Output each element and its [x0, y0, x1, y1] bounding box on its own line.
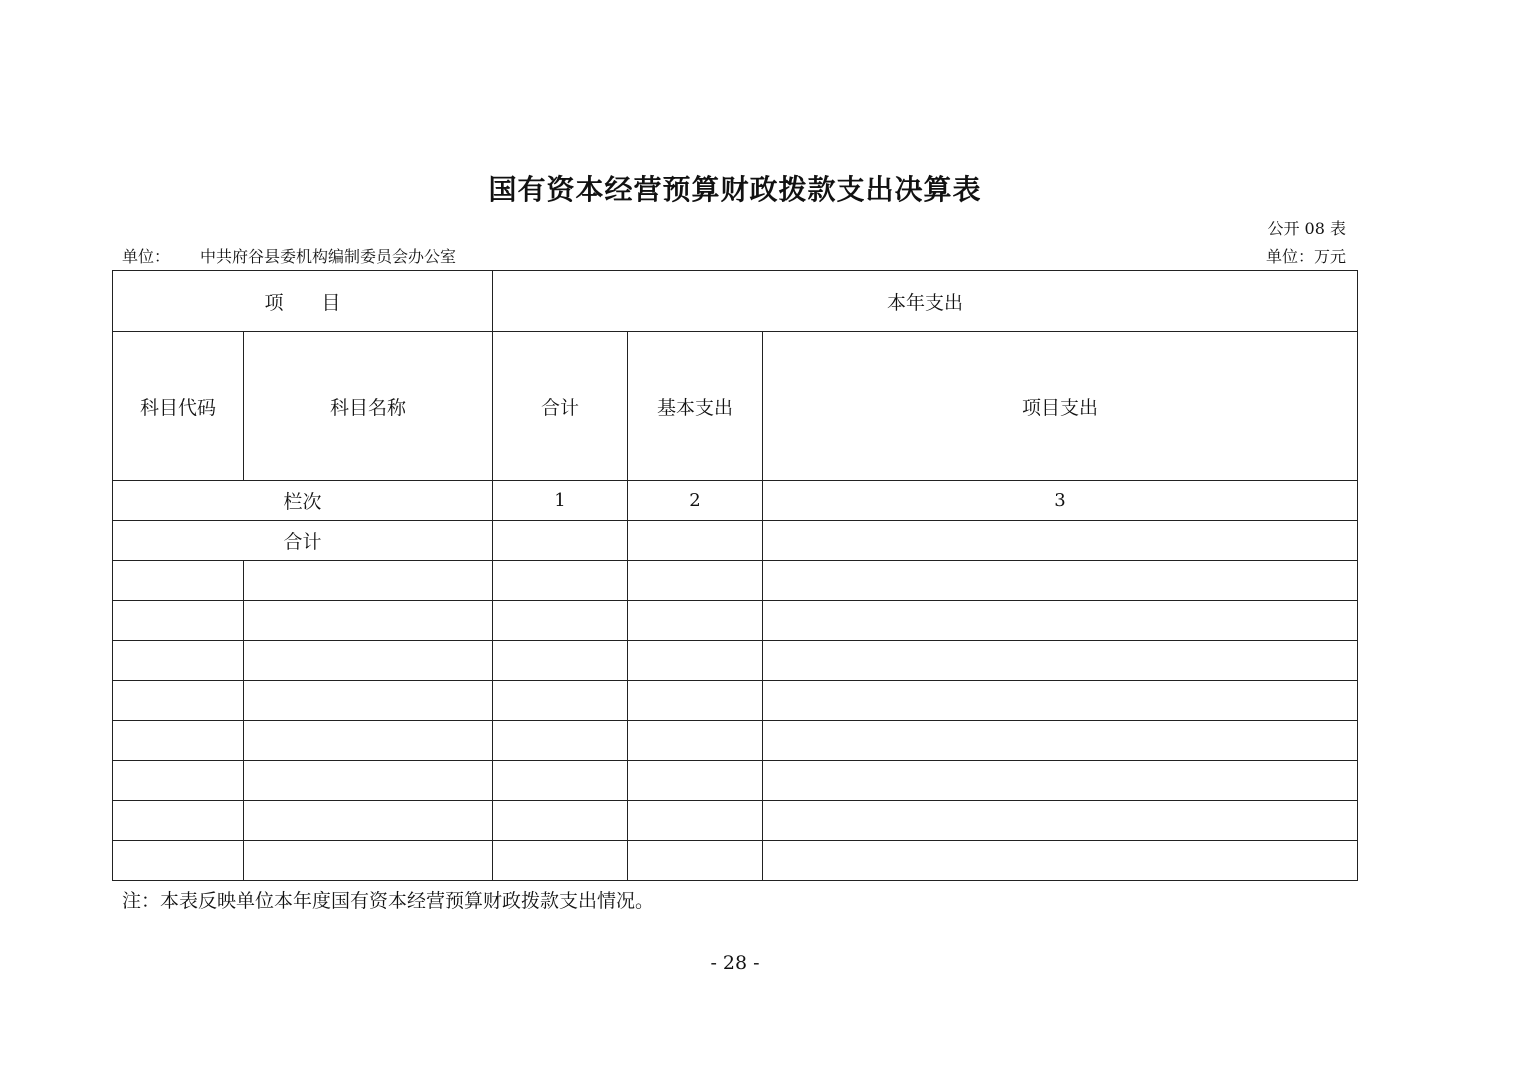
cell-subject-name	[244, 601, 493, 641]
cell-basic-expense	[628, 641, 763, 681]
form-number: 公开 08 表	[1267, 219, 1346, 238]
header-row-1	[113, 271, 1358, 332]
table-row	[113, 721, 1358, 761]
table-row	[113, 761, 1358, 801]
table-row	[113, 801, 1358, 841]
cell-subject-name	[244, 841, 493, 881]
reporting-unit	[122, 244, 456, 267]
column-number-1: 1	[493, 481, 628, 521]
cell-subject-name	[244, 721, 493, 761]
header-total: 合计	[493, 332, 628, 481]
cell-total	[493, 681, 628, 721]
cell-project-expense	[763, 801, 1358, 841]
document-title: 国有资本经营预算财政拨款支出决算表	[488, 173, 982, 206]
cell-project-expense	[763, 841, 1358, 881]
table-row	[113, 841, 1358, 881]
cell-subject-code	[113, 761, 244, 801]
cell-project-expense	[763, 681, 1358, 721]
cell-subject-name	[244, 761, 493, 801]
header-current-year-expense: 本年支出	[493, 271, 1358, 332]
cell-subject-name	[244, 801, 493, 841]
cell-subject-name	[244, 681, 493, 721]
header-subject-code: 科目代码	[113, 332, 244, 481]
header-item: 项 目	[113, 271, 493, 332]
header-basic-expense: 基本支出	[628, 332, 763, 481]
cell-project-expense	[763, 641, 1358, 681]
cell-subject-code	[113, 801, 244, 841]
total-row-label: 合计	[113, 521, 493, 561]
cell-subject-code	[113, 841, 244, 881]
table-note: 注：本表反映单位本年度国有资本经营预算财政拨款支出情况。	[122, 890, 655, 912]
cell-basic-expense	[628, 841, 763, 881]
cell-basic-expense	[628, 761, 763, 801]
table-row	[113, 641, 1358, 681]
cell-total	[493, 721, 628, 761]
column-number-label: 栏次	[113, 481, 493, 521]
cell-basic-expense	[628, 721, 763, 761]
total-row-basic	[628, 521, 763, 561]
column-number-2: 2	[628, 481, 763, 521]
table-row	[113, 681, 1358, 721]
cell-basic-expense	[628, 601, 763, 641]
cell-project-expense	[763, 561, 1358, 601]
cell-total	[493, 801, 628, 841]
total-row	[113, 521, 1358, 561]
cell-basic-expense	[628, 561, 763, 601]
cell-subject-code	[113, 641, 244, 681]
cell-subject-name	[244, 641, 493, 681]
cell-project-expense	[763, 721, 1358, 761]
cell-total	[493, 561, 628, 601]
cell-subject-code	[113, 601, 244, 641]
cell-basic-expense	[628, 681, 763, 721]
cell-total	[493, 601, 628, 641]
total-row-project	[763, 521, 1358, 561]
expense-table	[112, 270, 1358, 881]
cell-total	[493, 761, 628, 801]
cell-subject-code	[113, 721, 244, 761]
page-number: - 28 -	[710, 952, 760, 974]
cell-subject-code	[113, 681, 244, 721]
cell-project-expense	[763, 601, 1358, 641]
unit-label: 单位：	[122, 247, 171, 266]
header-subject-name: 科目名称	[244, 332, 493, 481]
cell-project-expense	[763, 761, 1358, 801]
cell-subject-code	[113, 561, 244, 601]
header-row-2	[113, 332, 1358, 481]
table-row	[113, 601, 1358, 641]
table-row	[113, 561, 1358, 601]
total-row-total	[493, 521, 628, 561]
column-number-3: 3	[763, 481, 1358, 521]
cell-subject-name	[244, 561, 493, 601]
cell-total	[493, 841, 628, 881]
cell-total	[493, 641, 628, 681]
currency-unit: 单位：万元	[1265, 247, 1346, 266]
column-number-row	[113, 481, 1358, 521]
header-project-expense: 项目支出	[763, 332, 1358, 481]
cell-basic-expense	[628, 801, 763, 841]
unit-name: 中共府谷县委机构编制委员会办公室	[200, 247, 457, 266]
